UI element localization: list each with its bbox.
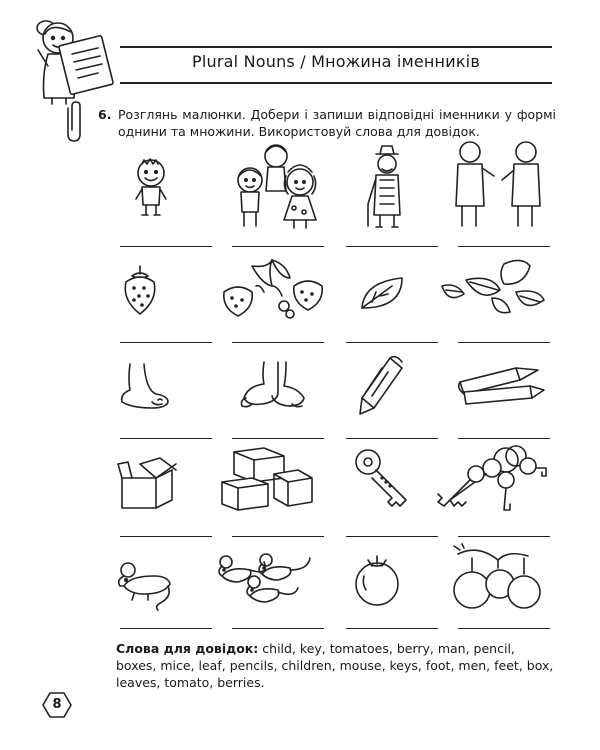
reference-list: child, key, tomatoes, berry, man, pencil, boxes, mice, leaf, pencils, children, mouse, keys, foot, men, feet, box, leaves, tomato, berries. bbox=[116, 641, 554, 690]
strawberry-icon bbox=[120, 264, 160, 318]
answer-line[interactable] bbox=[232, 438, 324, 439]
answer-line[interactable] bbox=[120, 628, 212, 629]
children-icon bbox=[228, 140, 328, 232]
tomatoes-icon bbox=[450, 544, 546, 614]
mouse-icon bbox=[116, 560, 174, 608]
answer-line[interactable] bbox=[232, 536, 324, 537]
old-man-icon bbox=[358, 142, 416, 232]
task-instructions: Розглянь малюнки. Добери і запиши відповідні іменники у формі однини та множини. Використовуй слова для довідок. bbox=[118, 107, 556, 139]
boy-icon bbox=[128, 156, 174, 218]
answer-line[interactable] bbox=[232, 342, 324, 343]
answer-line[interactable] bbox=[458, 342, 550, 343]
reference-label: Слова для довідок: bbox=[116, 641, 259, 656]
page-number bbox=[42, 690, 72, 720]
answer-line[interactable] bbox=[120, 246, 212, 247]
answer-line[interactable] bbox=[458, 246, 550, 247]
answer-line[interactable] bbox=[346, 342, 438, 343]
girl-with-book-icon bbox=[18, 10, 130, 106]
answer-line[interactable] bbox=[120, 438, 212, 439]
key-icon bbox=[354, 448, 412, 508]
box-icon bbox=[114, 456, 178, 512]
tomato-icon bbox=[352, 554, 402, 608]
mice-icon bbox=[214, 548, 314, 612]
paperclip-icon bbox=[62, 100, 84, 144]
answer-line[interactable] bbox=[346, 536, 438, 537]
answer-line[interactable] bbox=[232, 628, 324, 629]
header-line-bottom bbox=[120, 82, 552, 84]
reference-words bbox=[116, 640, 556, 691]
answer-line[interactable] bbox=[458, 628, 550, 629]
feet-icon bbox=[234, 360, 310, 412]
leaves-icon bbox=[436, 256, 550, 320]
leaf-icon bbox=[356, 274, 406, 314]
header-line-top bbox=[120, 46, 552, 48]
answer-line[interactable] bbox=[458, 536, 550, 537]
task-number: 6. bbox=[98, 107, 112, 122]
keys-icon bbox=[432, 440, 548, 516]
page-title: Plural Nouns / Множина іменників bbox=[192, 52, 480, 71]
answer-line[interactable] bbox=[120, 536, 212, 537]
pencils-icon bbox=[454, 364, 546, 410]
foot-icon bbox=[116, 362, 172, 410]
answer-line[interactable] bbox=[458, 438, 550, 439]
answer-line[interactable] bbox=[346, 246, 438, 247]
page-number-text: 8 bbox=[52, 697, 62, 712]
answer-line[interactable] bbox=[346, 438, 438, 439]
answer-line[interactable] bbox=[120, 342, 212, 343]
answer-line[interactable] bbox=[232, 246, 324, 247]
boxes-icon bbox=[218, 444, 314, 512]
answer-line[interactable] bbox=[346, 628, 438, 629]
strawberries-icon bbox=[216, 256, 328, 320]
pencil-icon bbox=[358, 354, 406, 416]
two-men-icon bbox=[446, 138, 550, 232]
